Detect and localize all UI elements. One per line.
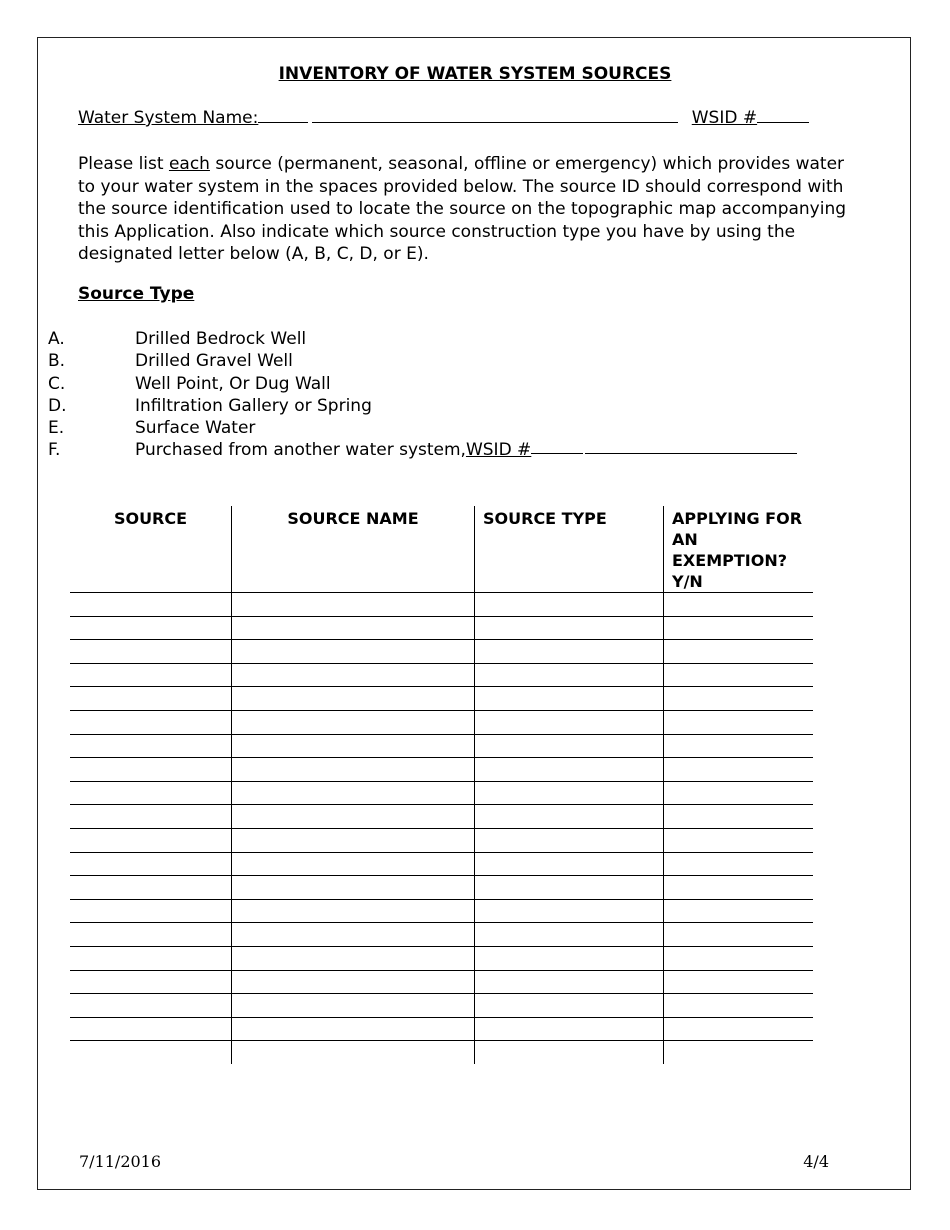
- exemption-cell[interactable]: [664, 663, 814, 687]
- source-name-cell[interactable]: [232, 828, 475, 852]
- source-name-cell[interactable]: [232, 876, 475, 900]
- source-type-cell[interactable]: [475, 1041, 664, 1064]
- source-type-cell[interactable]: [475, 663, 664, 687]
- exemption-cell[interactable]: [664, 640, 814, 664]
- source-name-cell[interactable]: [232, 1017, 475, 1041]
- source-type-cell[interactable]: [475, 970, 664, 994]
- source-type-cell[interactable]: [475, 852, 664, 876]
- exemption-cell[interactable]: [664, 994, 814, 1018]
- source-cell[interactable]: [70, 970, 232, 994]
- source-name-cell[interactable]: [232, 640, 475, 664]
- exemption-cell[interactable]: [664, 923, 814, 947]
- source-name-cell[interactable]: [232, 593, 475, 617]
- table-row: [70, 593, 813, 617]
- table-row: [70, 828, 813, 852]
- purchased-wsid-label: WSID #: [465, 440, 532, 461]
- water-system-name-field[interactable]: [312, 108, 678, 123]
- source-type-cell[interactable]: [475, 946, 664, 970]
- source-type-heading: Source Type: [78, 284, 195, 304]
- source-type-cell[interactable]: [475, 994, 664, 1018]
- table-row: [70, 734, 813, 758]
- source-type-cell[interactable]: [475, 710, 664, 734]
- source-type-list: [48, 328, 797, 462]
- table-row: [70, 899, 813, 923]
- source-name-cell[interactable]: [232, 994, 475, 1018]
- source-cell[interactable]: [70, 687, 232, 711]
- source-cell[interactable]: [70, 616, 232, 640]
- source-name-cell[interactable]: [232, 970, 475, 994]
- header-source-type: SOURCE TYPE: [475, 506, 664, 593]
- emphasis-each: each: [168, 154, 210, 174]
- source-name-cell[interactable]: [232, 946, 475, 970]
- exemption-cell[interactable]: [664, 710, 814, 734]
- exemption-cell[interactable]: [664, 828, 814, 852]
- table-row: [70, 640, 813, 664]
- table-row: [70, 994, 813, 1018]
- source-cell[interactable]: [70, 852, 232, 876]
- table-row: [70, 663, 813, 687]
- source-type-item: E. Surface Water: [48, 418, 256, 439]
- source-cell[interactable]: [70, 1041, 232, 1064]
- table-row: [70, 758, 813, 782]
- exemption-cell[interactable]: [664, 899, 814, 923]
- exemption-cell[interactable]: [664, 946, 814, 970]
- source-cell[interactable]: [70, 876, 232, 900]
- source-type-cell[interactable]: [475, 923, 664, 947]
- source-name-cell[interactable]: [232, 687, 475, 711]
- table-row: [70, 805, 813, 829]
- source-name-cell[interactable]: [232, 1041, 475, 1064]
- source-cell[interactable]: [70, 923, 232, 947]
- exemption-cell[interactable]: [664, 805, 814, 829]
- exemption-cell[interactable]: [664, 876, 814, 900]
- source-name-cell[interactable]: [232, 852, 475, 876]
- source-cell[interactable]: [70, 899, 232, 923]
- source-name-cell[interactable]: [232, 663, 475, 687]
- source-name-cell[interactable]: [232, 805, 475, 829]
- source-type-cell[interactable]: [475, 876, 664, 900]
- exemption-cell[interactable]: [664, 1041, 814, 1064]
- source-type-cell[interactable]: [475, 640, 664, 664]
- source-cell[interactable]: [70, 994, 232, 1018]
- table-row: [70, 710, 813, 734]
- source-type-cell[interactable]: [475, 616, 664, 640]
- exemption-cell[interactable]: [664, 852, 814, 876]
- water-system-name-label: Water System Name:: [78, 108, 259, 128]
- source-cell[interactable]: [70, 781, 232, 805]
- source-name-cell[interactable]: [232, 781, 475, 805]
- table-row: [70, 876, 813, 900]
- header-exemption: APPLYING FOR AN EXEMPTION? Y/N: [664, 506, 814, 593]
- wsid-label: WSID #: [691, 108, 758, 128]
- source-cell[interactable]: [70, 805, 232, 829]
- source-type-cell[interactable]: [475, 687, 664, 711]
- exemption-cell[interactable]: [664, 781, 814, 805]
- table-row: [70, 946, 813, 970]
- source-type-item: C. Well Point, Or Dug Wall: [48, 373, 331, 394]
- source-cell[interactable]: [70, 640, 232, 664]
- exemption-cell[interactable]: [664, 734, 814, 758]
- table-row: [70, 1041, 813, 1064]
- exemption-cell[interactable]: [664, 593, 814, 617]
- source-type-cell[interactable]: [475, 758, 664, 782]
- source-type-cell[interactable]: [475, 805, 664, 829]
- source-cell[interactable]: [70, 828, 232, 852]
- source-type-item: D. Infiltration Gallery or Spring: [48, 395, 372, 416]
- source-cell[interactable]: [70, 663, 232, 687]
- source-cell[interactable]: [70, 946, 232, 970]
- wsid-field[interactable]: [757, 108, 809, 123]
- footer-date: 7/11/2016: [79, 1152, 162, 1171]
- source-cell[interactable]: [70, 758, 232, 782]
- table-row: [70, 852, 813, 876]
- source-type-item: B. Drilled Gravel Well: [48, 351, 293, 372]
- exemption-cell[interactable]: [664, 970, 814, 994]
- water-system-name-row: [78, 108, 809, 128]
- source-type-cell[interactable]: [475, 734, 664, 758]
- exemption-cell[interactable]: [664, 1017, 814, 1041]
- source-cell[interactable]: [70, 1017, 232, 1041]
- table-row: [70, 616, 813, 640]
- source-name-cell[interactable]: [232, 899, 475, 923]
- source-type-item: A. Drilled Bedrock Well: [48, 329, 307, 349]
- table-row: [70, 1017, 813, 1041]
- source-type-item: F. Purchased from another water system, WSID #: [48, 439, 797, 461]
- exemption-cell[interactable]: [664, 687, 814, 711]
- source-cell[interactable]: [70, 734, 232, 758]
- source-cell[interactable]: [70, 593, 232, 617]
- exemption-cell[interactable]: [664, 616, 814, 640]
- source-cell[interactable]: [70, 710, 232, 734]
- source-type-cell[interactable]: [475, 593, 664, 617]
- source-type-cell[interactable]: [475, 1017, 664, 1041]
- source-name-cell[interactable]: [232, 710, 475, 734]
- table-row: [70, 781, 813, 805]
- source-name-cell[interactable]: [232, 734, 475, 758]
- footer-page-number: 4/4: [803, 1152, 829, 1171]
- source-name-cell[interactable]: [232, 616, 475, 640]
- form-title: INVENTORY OF WATER SYSTEM SOURCES: [278, 64, 672, 84]
- table-row: [70, 970, 813, 994]
- table-row: [70, 923, 813, 947]
- sources-table: [70, 506, 813, 1064]
- instructions-paragraph: Please list each source (permanent, seasonal, offline or emergency) which provides water to your water system in the spaces provided below. The source ID should correspond with the source identification used to locate the source on the topographic map accompanying this Application. Also indicate which source construction type you have by using the designated letter below (A, B, C, D, or E).: [78, 154, 847, 264]
- source-type-cell[interactable]: [475, 828, 664, 852]
- source-type-cell[interactable]: [475, 781, 664, 805]
- source-name-cell[interactable]: [232, 758, 475, 782]
- header-source: SOURCE: [70, 506, 232, 593]
- header-source-name: SOURCE NAME: [232, 506, 475, 593]
- purchased-wsid-field[interactable]: [585, 439, 797, 454]
- source-name-cell[interactable]: [232, 923, 475, 947]
- table-row: [70, 687, 813, 711]
- table-header-row: [70, 506, 813, 593]
- exemption-cell[interactable]: [664, 758, 814, 782]
- source-type-cell[interactable]: [475, 899, 664, 923]
